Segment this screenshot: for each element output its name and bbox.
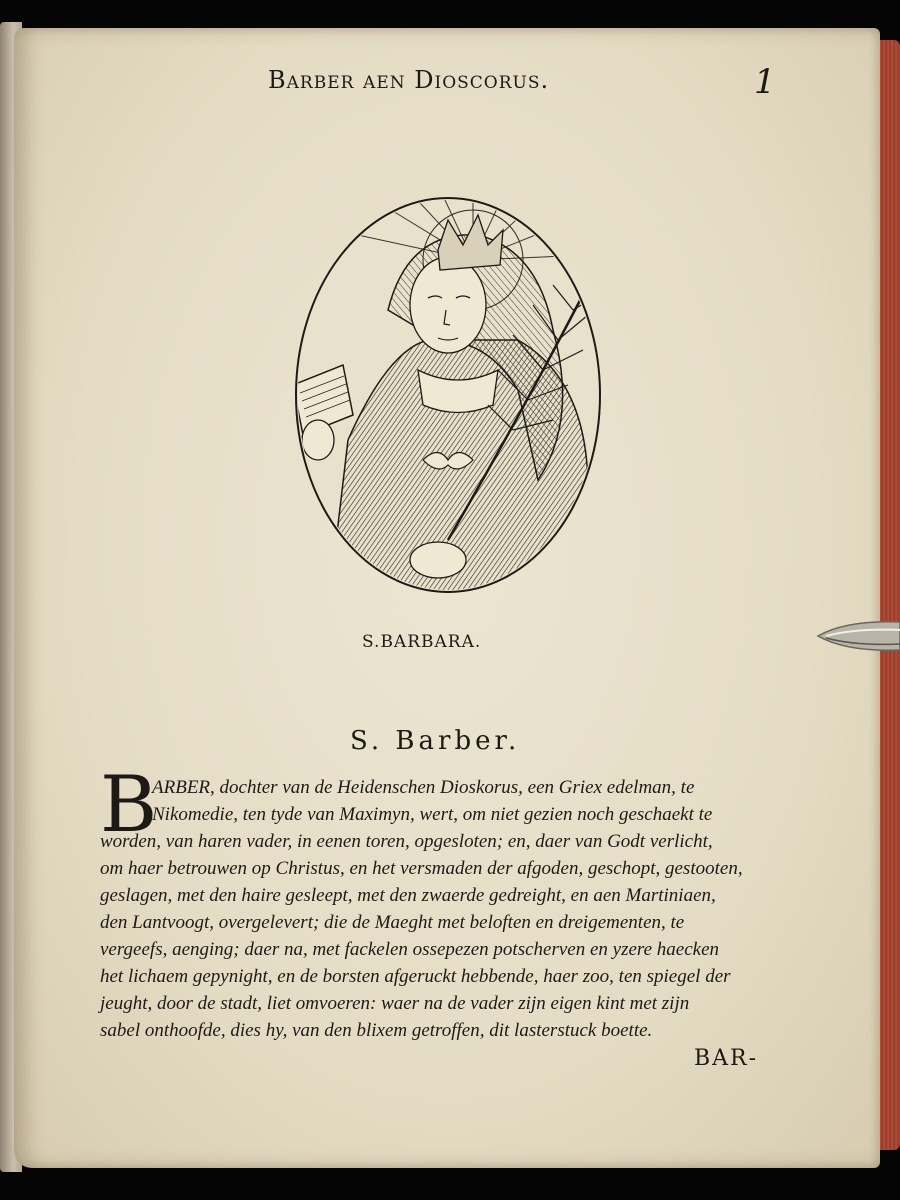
book-clasp	[816, 614, 900, 658]
body-line: Nikomedie, ten tyde van Maximyn, wert, om niet gezien noch geschaekt te	[152, 804, 713, 825]
body-line: ARBER, dochter van de Heidenschen Dioskorus, een Griex edelman, te	[152, 777, 695, 798]
body-line: geslagen, met den haire gesleept, met den zwaerde gedreight, en aen Martiniaen,	[100, 885, 716, 906]
body-line: vergeefs, aenging; daer na, met fackelen ossepezen potscherven en yzere haecken	[100, 939, 720, 960]
body-line: het lichaem gepynight, en de borsten afgeruckt hebbende, haer zoo, ten spiegel der	[100, 966, 731, 987]
body-line: sabel onthoofde, dies hy, van den blixem getroffen, dit lasterstuck boette.	[100, 1020, 653, 1041]
body-line: om haer betrouwen op Christus, en het versmaden der afgoden, geschopt, gestooten,	[100, 858, 743, 879]
section-heading: S. Barber.	[350, 726, 521, 756]
catchword: BAR-	[694, 1046, 759, 1071]
page-number: 1	[754, 62, 776, 102]
drop-cap: B	[100, 760, 158, 850]
body-line: worden, van haren vader, in eenen toren, opgesloten; en, daer van Godt verlicht,	[100, 831, 713, 852]
running-head: Barber aen Dioscorus.	[268, 66, 550, 94]
body-line: den Lantvoogt, overgelevert; die de Maeght met beloften en dreigementen, te	[100, 912, 685, 933]
engraving-caption: S.BARBARA.	[362, 632, 482, 652]
saint-barbara-engraving	[288, 190, 608, 600]
body-line: jeught, door de stadt, liet omvoeren: waer na de vader zijn eigen kint met zijn	[100, 993, 690, 1014]
